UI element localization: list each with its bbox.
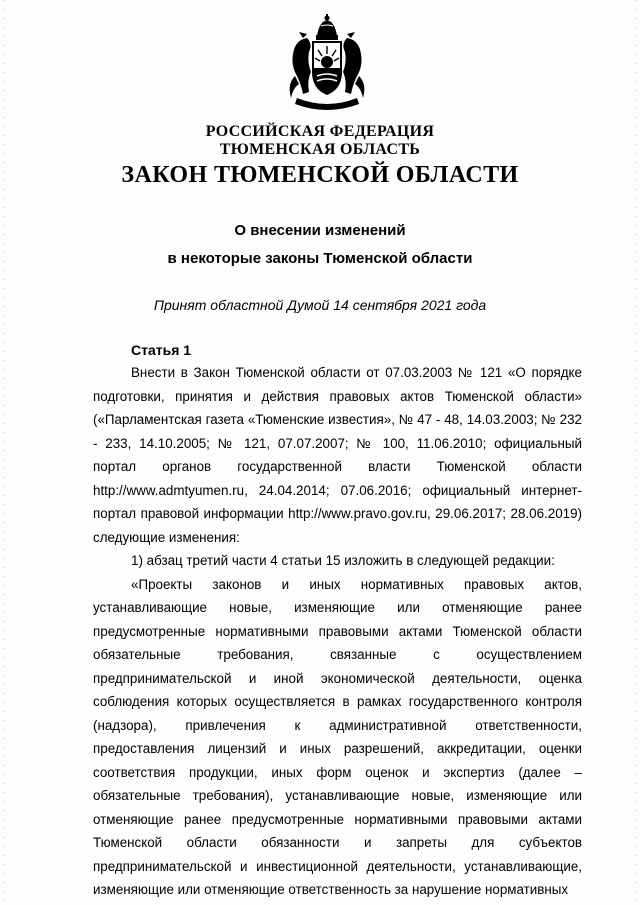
- law-title-line-2: в некоторые законы Тюменской области: [167, 250, 473, 267]
- article-body: [93, 361, 582, 902]
- ribbon-icon: [295, 98, 359, 110]
- document-type-heading: ЗАКОН ТЮМЕНСКОЙ ОБЛАСТИ: [121, 162, 519, 188]
- law-title-line-1: О внесении изменений: [234, 222, 406, 239]
- country-heading: РОССИЙСКАЯ ФЕДЕРАЦИЯ: [205, 123, 435, 140]
- adoption-note: Принят областной Думой 14 сентября 2021 года: [153, 297, 487, 313]
- article-paragraph: 1) абзац третий части 4 статьи 15 изложить в следующей редакции:: [131, 553, 555, 568]
- article-paragraph: Внести в Закон Тюменской области от 07.03.2003 № 121 «О порядке подготовки, принятия и действия правовых актов Тюменской области» («Парламентская газета «Тюменские известия», № 47 - 48, 14.03.2003; № 232 - 233, 14.10.2005; № 121, 07.07.2007; № 100, 11.06.2010; официальный портал органов государственной власти Тюменской области http://www.admtyumen.ru, 24.04.2014; 07.06.2016; официальный интернет-портал правовой информации http://www.pravo.gov.ru, 29.06.2017; 28.06.2019) следующие изменения:: [93, 365, 582, 545]
- right-sable-icon: [343, 32, 364, 98]
- article-paragraph: «Проекты законов и иных нормативных правовых актов, устанавливающие новые, изменяющие или отменяющие ранее предусмотренные нормативными правовыми актами Тюменской области обязательные требования, связанные с осуществлением предпринимательской и иной экономической деятельности, оценка соблюдения которых осуществляется в рамках государственного контроля (надзора), привлечения к административной ответственности, предоставления лицензий и иных разрешений, аккредитации, оценки соответствия продукции, иных форм оценок и экспертиз (далее – обязательные требования), устанавливающие новые, изменяющие или отменяющие ранее предусмотренные нормативными правовыми актами Тюменской области обязанности и запреты для субъектов предпринимательской и инвестиционной деятельности, устанавливающие, изменяющие или отменяющие ответственность за нарушение нормативных: [93, 576, 582, 897]
- coat-of-arms-icon: [283, 14, 371, 110]
- crown-icon: [316, 14, 338, 40]
- article-heading: Статья 1: [131, 342, 192, 358]
- left-sable-icon: [290, 32, 311, 98]
- region-heading: ТЮМЕНСКАЯ ОБЛАСТЬ: [219, 141, 421, 158]
- shield-icon: [313, 42, 341, 94]
